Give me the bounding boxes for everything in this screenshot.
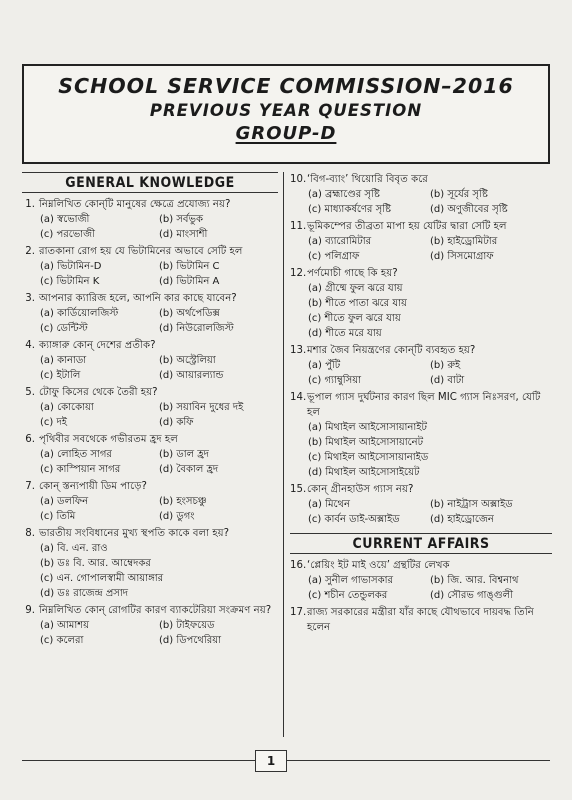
exam-title: SCHOOL SERVICE COMMISSION–2016	[58, 74, 514, 98]
option: (c) শীতে ফুল ঝরে যায়	[308, 313, 401, 324]
section-general-knowledge: GENERAL KNOWLEDGE	[22, 172, 278, 193]
option: (a) লোহিত সাগর	[40, 449, 112, 460]
option: (c) গ্যাম্বুসিয়া	[308, 375, 361, 386]
question-number: 9.	[25, 605, 35, 616]
question-stem	[22, 432, 278, 447]
question-text: টোফু কিসের থেকে তৈরী হয়?	[39, 387, 158, 398]
options	[22, 447, 278, 477]
question-text: কোন্‌ স্তন্যপায়ী ডিম পাড়ে?	[39, 481, 147, 492]
option: (b) জি. আর. বিশ্বনাথ	[430, 575, 519, 586]
question-stem	[22, 197, 278, 212]
question	[22, 385, 278, 430]
option: (b) ডাল হ্রদ	[159, 449, 209, 460]
options	[22, 494, 278, 524]
option: (d) শীতে মরে যায়	[308, 328, 382, 339]
option: (a) স্বভোজী	[40, 214, 90, 225]
question-number: 15.	[290, 484, 307, 495]
question-number: 2.	[25, 246, 35, 257]
page-number: 1	[255, 750, 287, 772]
question-text: আপনার ক্যারিজ হলে, আপনি কার কাছে যাবেন?	[39, 293, 237, 304]
question	[290, 219, 552, 264]
options	[22, 400, 278, 430]
question-stem	[290, 266, 552, 281]
left-column	[22, 170, 278, 648]
options	[22, 618, 278, 648]
question-stem	[290, 558, 552, 573]
question-number: 11.	[290, 221, 307, 232]
question-number: 5.	[25, 387, 35, 398]
option: (c) কাস্পিয়ান সাগর	[40, 464, 121, 475]
option: (b) হাইড্রোমিটার	[430, 236, 498, 247]
option: (a) মিথেন	[308, 499, 350, 510]
question-stem	[22, 479, 278, 494]
question-number: 17.	[290, 607, 307, 618]
question-text: ভূপাল গ্যাস দুর্ঘটনার কারণ ছিল MIC গ্যাস নিঃসরণ, যেটি হল	[307, 392, 541, 418]
option: (a) বি. এন. রাও	[40, 543, 108, 554]
question-stem	[22, 291, 278, 306]
option: (b) সূর্যের সৃষ্টি	[430, 189, 488, 200]
question-stem	[22, 338, 278, 353]
option: (b) অস্ট্রেলিয়া	[159, 355, 216, 366]
options	[22, 212, 278, 242]
option: (a) ডলফিন	[40, 496, 89, 507]
option: (d) সিসমোগ্রাফ	[430, 251, 494, 262]
option: (c) কলেরা	[40, 635, 84, 646]
option: (d) ভিটামিন A	[159, 276, 220, 287]
question-number: 7.	[25, 481, 35, 492]
question	[22, 526, 278, 601]
option: (b) মিথাইল আইসোসায়ানেট	[308, 437, 424, 448]
right-column	[290, 170, 552, 635]
question-text: মশার জৈব নিয়ন্ত্রণের কোন্‌টি ব্যবহৃত হয়?	[307, 345, 476, 356]
option: (d) মাংসাশী	[159, 229, 208, 240]
column-divider	[283, 172, 284, 737]
option: (a) কানাডা	[40, 355, 87, 366]
question-text: নিম্নলিখিত কোন্‌ রোগটির কারণ ব্যাকটেরিয়া সংক্রমণ নয়?	[39, 605, 272, 616]
option: (c) দই	[40, 417, 67, 428]
option: (b) ভিটামিন C	[159, 261, 220, 272]
option: (a) কার্ডিয়োলজিস্ট	[40, 308, 119, 319]
option: (b) টাইফয়েড	[159, 620, 215, 631]
question-number: 10.	[290, 174, 307, 185]
option: (c) কার্বন ডাই-অক্সাইড	[308, 514, 400, 525]
option: (a) গ্রীষ্মে ফুল ঝরে যায়	[308, 283, 403, 294]
question-list	[22, 197, 278, 648]
option: (d) সৌরভ গাঙ্গুলী	[430, 590, 513, 601]
options	[290, 358, 552, 388]
option: (b) নাইট্রাস অক্সাইড	[430, 499, 513, 510]
option: (c) মাধ্যাকর্ষণের সৃষ্টি	[308, 204, 392, 215]
question-number: 14.	[290, 392, 307, 403]
question	[290, 558, 552, 603]
question-text: নিম্নলিখিত কোন্‌টি মানুষের ক্ষেত্রে প্রযোজ্য নয়?	[39, 199, 231, 210]
header-box	[22, 64, 550, 164]
question	[22, 338, 278, 383]
options	[290, 497, 552, 527]
option: (c) পলিগ্রাফ	[308, 251, 360, 262]
option: (a) কোকোয়া	[40, 402, 94, 413]
option: (a) মিথাইল আইসোসায়ানাইট	[308, 422, 427, 433]
question-stem	[290, 605, 552, 635]
question	[290, 172, 552, 217]
option: (c) মিথাইল আইসোসায়ানাইড	[308, 452, 429, 463]
options	[290, 234, 552, 264]
section-current-affairs: CURRENT AFFAIRS	[290, 533, 552, 554]
question-stem	[22, 526, 278, 541]
option: (d) আয়ারল্যান্ড	[159, 370, 224, 381]
question-text: পৃথিবীর সবথেকে গভীরতম হ্রদ হল	[39, 434, 178, 445]
option: (d) মিথাইল আইসোসাইয়েট	[308, 467, 420, 478]
question-number: 16.	[290, 560, 307, 571]
question	[290, 343, 552, 388]
option: (d) বৈকাল হ্রদ	[159, 464, 219, 475]
question-list	[290, 558, 552, 635]
option: (c) শচীন তেন্ডুলকর	[308, 590, 388, 601]
question-stem	[22, 603, 278, 618]
group-title: GROUP-D	[235, 123, 337, 144]
question-number: 8.	[25, 528, 35, 539]
question-text: ভারতীয় সংবিধানের মুখ্য স্থপতি কাকে বলা হয়?	[39, 528, 230, 539]
question-number: 13.	[290, 345, 307, 356]
option: (b) ডঃ বি. আর. আম্বেদকর	[40, 558, 151, 569]
question-text: ক্যাঙ্গারু কোন্‌ দেশের প্রতীক?	[39, 340, 156, 351]
option: (d) বাটা	[430, 375, 465, 386]
question	[22, 197, 278, 242]
question	[22, 479, 278, 524]
option: (b) হংসচঞ্চু	[159, 496, 207, 507]
question-stem	[290, 219, 552, 234]
option: (b) রুই	[430, 360, 461, 371]
question-number: 3.	[25, 293, 35, 304]
option: (c) ডেন্টিস্ট	[40, 323, 88, 334]
question-stem	[290, 343, 552, 358]
option: (c) তিমি	[40, 511, 76, 522]
options	[22, 306, 278, 336]
option: (d) অণুজীবের সৃষ্টি	[430, 204, 508, 215]
question-stem	[290, 390, 552, 420]
question	[22, 432, 278, 477]
question-list	[290, 172, 552, 527]
question	[290, 605, 552, 635]
options	[290, 420, 552, 480]
question	[290, 390, 552, 480]
option: (a) সুনীল গাভাসকার	[308, 575, 393, 586]
option: (d) নিউরোলজিস্ট	[159, 323, 234, 334]
options	[290, 187, 552, 217]
question-stem	[22, 244, 278, 259]
option: (b) সয়াবিন দুধের দই	[159, 402, 244, 413]
question	[22, 603, 278, 648]
option: (c) পরভোজী	[40, 229, 95, 240]
option: (b) অর্থপেডিক্স	[159, 308, 220, 319]
option: (c) ইটালি	[40, 370, 81, 381]
option: (d) কফি	[159, 417, 194, 428]
options	[22, 541, 278, 601]
option: (c) ভিটামিন K	[40, 276, 100, 287]
question-stem	[22, 385, 278, 400]
question-stem	[290, 482, 552, 497]
question-text: ভূমিকম্পের তীব্রতা মাপা হয় যেটির দ্বারা সেটি হল	[307, 221, 507, 232]
options	[290, 281, 552, 341]
question-text: ‘প্লেয়িং ইট মাই ওয়ে’ গ্রন্থটির লেখক	[307, 560, 450, 571]
question-text: কোন্‌ গ্রীনহাউস গ্যাস নয়?	[307, 484, 414, 495]
question-number: 1.	[25, 199, 35, 210]
option: (d) হাইড্রোজেন	[430, 514, 494, 525]
question	[22, 291, 278, 336]
question-text: ‘বিগ-ব্যাং’ থিয়োরি বিবৃত করে	[307, 174, 428, 185]
option: (c) এন. গোপালস্বামী আয়াঙ্গার	[40, 573, 164, 584]
question	[290, 266, 552, 341]
options	[22, 259, 278, 289]
question	[290, 482, 552, 527]
exam-subtitle: PREVIOUS YEAR QUESTION	[149, 101, 423, 120]
option: (a) ভিটামিন-D	[40, 261, 102, 272]
question-number: 6.	[25, 434, 35, 445]
option: (d) ডিপথেরিয়া	[159, 635, 221, 646]
options	[22, 353, 278, 383]
option: (d) ডঃ রাজেন্দ্র প্রসাদ	[40, 588, 129, 599]
question-number: 4.	[25, 340, 35, 351]
option: (a) আমাশয়	[40, 620, 90, 631]
question-text: রাজ্য সরকারের মন্ত্রীরা যাঁর কাছে যৌথভাবে দায়বদ্ধ তিনি হলেন	[307, 607, 534, 633]
options	[290, 573, 552, 603]
question-stem	[290, 172, 552, 187]
question-text: রাতকানা রোগ হয় যে ভিটামিনের অভাবে সেটি হল	[39, 246, 243, 257]
question	[22, 244, 278, 289]
question-text: পর্ণমোচী গাছে কি হয়?	[307, 268, 398, 279]
option: (d) ডুগং	[159, 511, 195, 522]
question-number: 12.	[290, 268, 307, 279]
option: (a) ব্রহ্মাণ্ডের সৃষ্টি	[308, 189, 380, 200]
option: (b) সর্বভুক	[159, 214, 203, 225]
option: (a) পুঁটি	[308, 360, 341, 371]
option: (b) শীতে পাতা ঝরে যায়	[308, 298, 407, 309]
option: (a) ব্যারোমিটার	[308, 236, 372, 247]
